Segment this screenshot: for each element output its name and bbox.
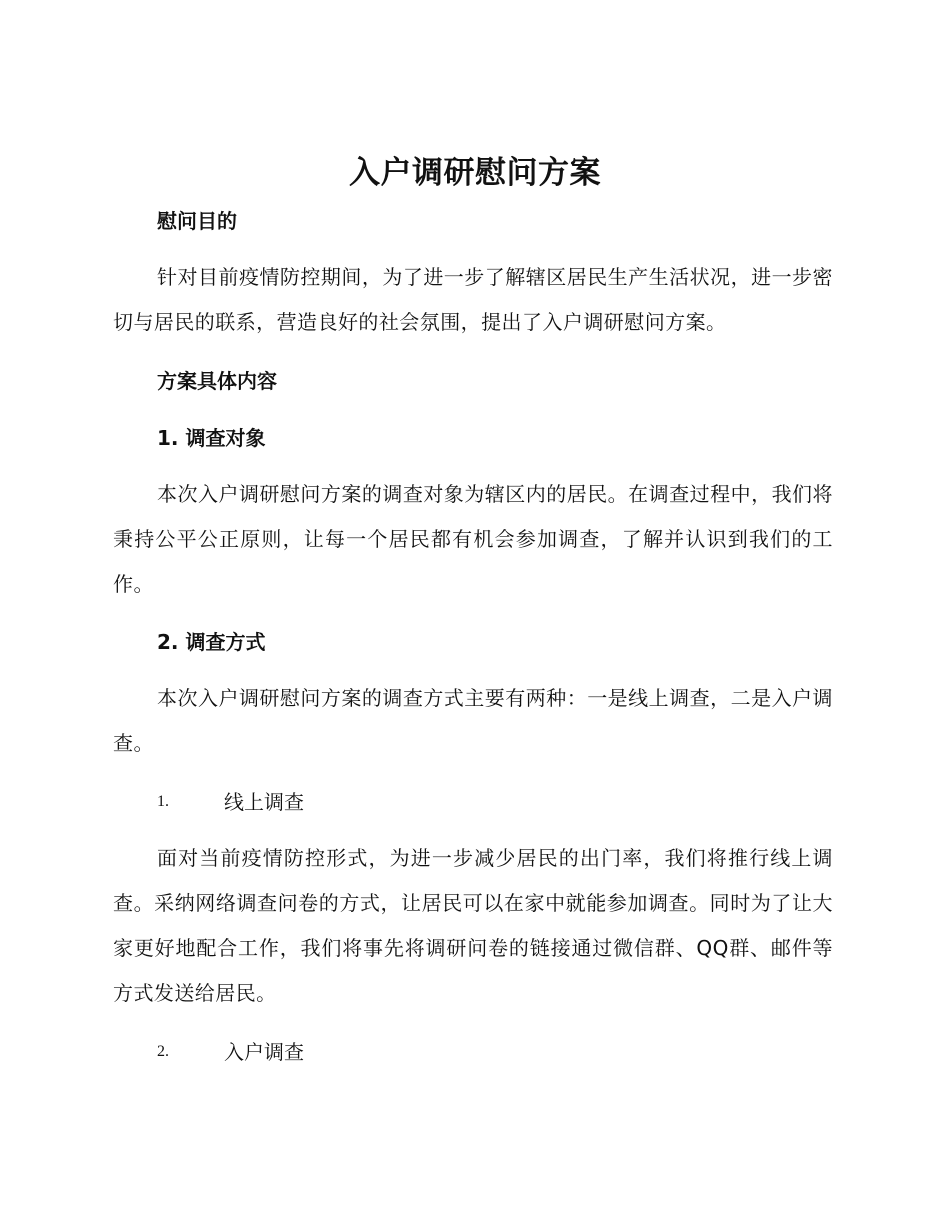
heading-plan-content: 方案具体内容 xyxy=(157,369,277,393)
heading-survey-target: 1. 调查对象 xyxy=(157,426,266,450)
list-number: 1. xyxy=(157,793,169,810)
paragraph-survey-target: 本次入户调研慰问方案的调查对象为辖区内的居民。在调查过程中，我们将秉持公平公正原则，让每一个居民都有机会参加调查，了解并认识到我们的工作。 xyxy=(113,482,833,596)
paragraph-purpose: 针对目前疫情防控期间，为了进一步了解辖区居民生产生活状况，进一步密切与居民的联系，营造良好的社会氛围，提出了入户调研慰问方案。 xyxy=(113,265,833,334)
heading-survey-method: 2. 调查方式 xyxy=(157,630,266,654)
list-label: 入户调查 xyxy=(224,1040,304,1064)
list-label: 线上调查 xyxy=(224,790,304,814)
document-title: 入户调研慰问方案 xyxy=(349,155,601,191)
heading-purpose: 慰问目的 xyxy=(157,209,237,233)
paragraph-survey-method: 本次入户调研慰问方案的调查方式主要有两种：一是线上调查，二是入户调查。 xyxy=(113,686,833,755)
paragraph-online-survey: 面对当前疫情防控形式，为进一步减少居民的出门率，我们将推行线上调查。采纳网络调查问卷的方式，让居民可以在家中就能参加调查。同时为了让大家更好地配合工作，我们将事先将调研问卷的链接通过微信群、QQ群、邮件等方式发送给居民。 xyxy=(113,846,833,1005)
list-number: 2. xyxy=(157,1043,169,1060)
